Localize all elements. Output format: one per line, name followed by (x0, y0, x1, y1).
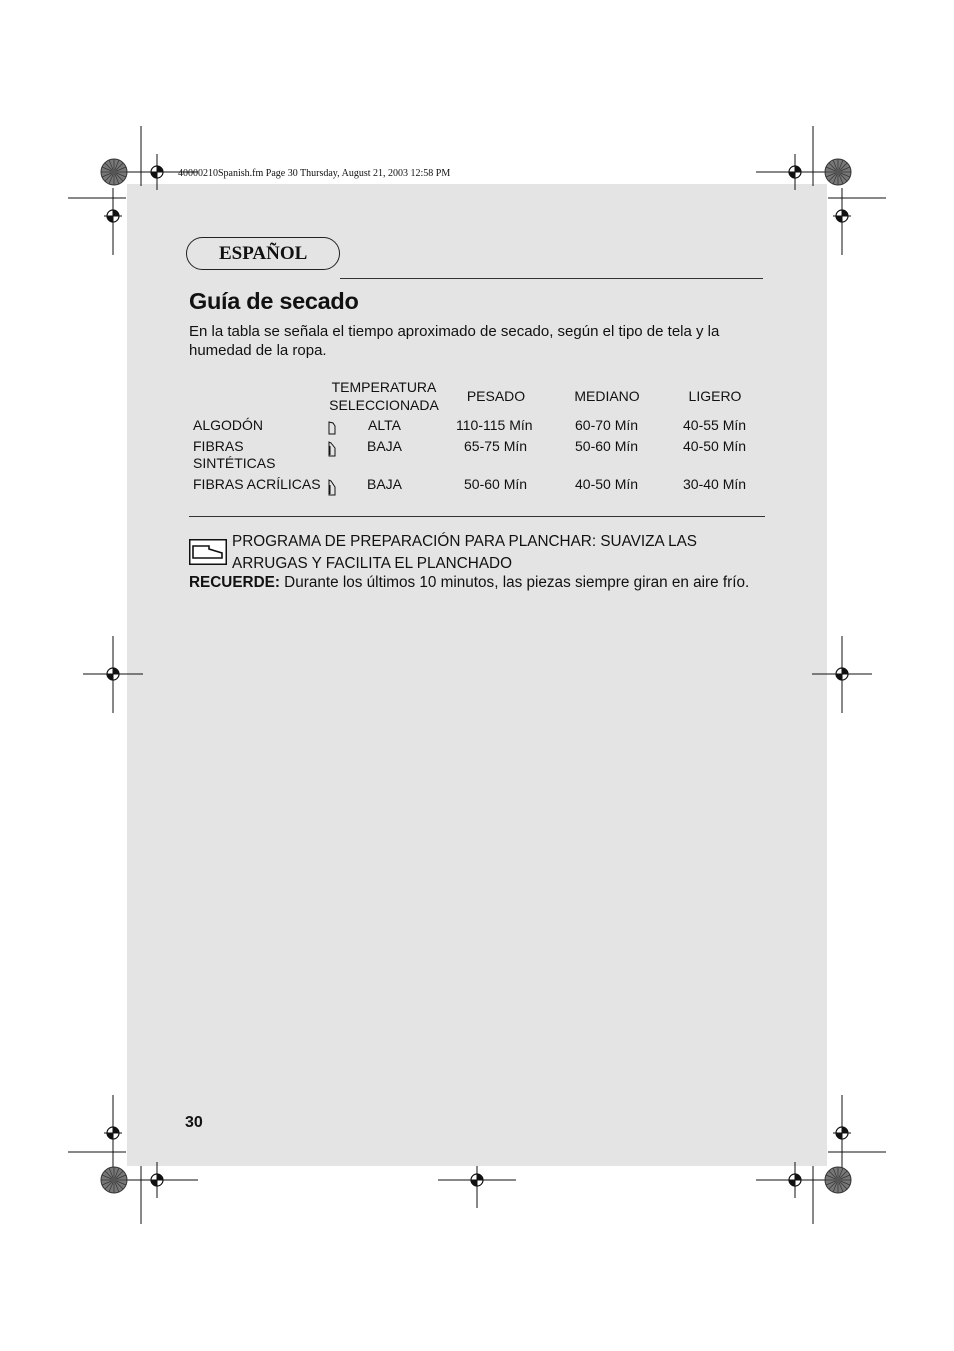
intro-paragraph: En la tabla se señala el tiempo aproximado de secado, según el tipo de tela y la humedad de la ropa. (189, 323, 720, 359)
row-1-temperature: ALTA (368, 417, 401, 433)
header-medium: MEDIANO (574, 388, 640, 404)
page-number: 30 (185, 1114, 203, 1131)
row-1-heavy: 110-115 Mín (456, 417, 533, 433)
table-bottom-rule (189, 516, 765, 517)
low-heat-icon (327, 479, 337, 496)
row-1-light: 40-55 Mín (683, 417, 747, 433)
high-heat-icon (327, 421, 337, 435)
low-heat-icon (327, 441, 337, 457)
iron-program-line1: PROGRAMA DE PREPARACIÓN PARA PLANCHAR: SUAVIZA LAS (232, 533, 697, 550)
row-1-medium: 60-70 Mín (575, 417, 639, 433)
iron-icon (189, 539, 227, 565)
language-label: ESPAÑOL (219, 243, 308, 264)
header-light: LIGERO (688, 388, 742, 404)
row-2-fabric-line2: SINTÉTICAS (193, 455, 276, 471)
row-2-temperature: BAJA (367, 438, 403, 454)
page-title: Guía de secado (189, 288, 359, 314)
row-1-fabric: ALGODÓN (193, 417, 264, 433)
remember-label: RECUERDE: (189, 574, 280, 591)
header-temperature-line2: SELECCIONADA (329, 397, 439, 413)
header-heavy: PESADO (466, 388, 526, 404)
row-2-light: 40-50 Mín (683, 438, 747, 454)
row-3-fabric: FIBRAS ACRÍLICAS (193, 476, 321, 492)
row-3-light: 30-40 Mín (683, 476, 747, 492)
row-3-medium: 40-50 Mín (575, 476, 639, 492)
iron-program-note (232, 531, 752, 575)
iron-program-line2: ARRUGAS Y FACILITA EL PLANCHADO (232, 555, 512, 572)
language-badge (186, 237, 340, 270)
row-2-heavy: 65-75 Mín (464, 438, 528, 454)
file-header-note: 40000210Spanish.fm Page 30 Thursday, August 21, 2003 12:58 PM (178, 168, 451, 179)
remember-text: Durante los últimos 10 minutos, las piezas siempre giran en aire frío. (279, 574, 750, 591)
row-3-temperature: BAJA (367, 476, 403, 492)
row-2-fabric-line1: FIBRAS (193, 438, 244, 454)
row-3-heavy: 50-60 Mín (464, 476, 528, 492)
header-temperature (324, 378, 444, 414)
header-temperature-line1: TEMPERATURA (331, 379, 437, 395)
remember-note (189, 574, 789, 592)
row-2-medium: 50-60 Mín (575, 438, 639, 454)
row-2-fabric (193, 438, 275, 472)
header-rule (340, 278, 763, 279)
